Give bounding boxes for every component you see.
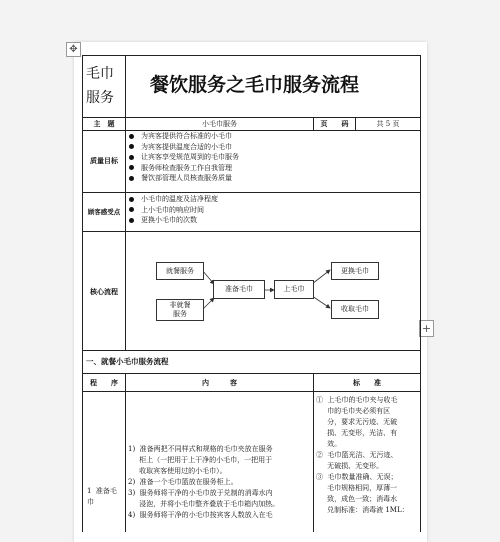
bullet-icon [129, 207, 134, 212]
list-item: 服务师检查服务工作自我管理 [129, 163, 239, 174]
standard-list [316, 395, 409, 516]
content-line: 柜上（一把用于上干净的小毛巾，一把用于 [128, 456, 273, 464]
flow-diagram [126, 232, 420, 350]
content-line: 2) 准备一个毛巾篮放在服务柜上。 [128, 478, 238, 486]
list-item: 餐饮部管理人员核查服务质量 [129, 173, 239, 184]
table-border-top [82, 55, 421, 56]
table-line [313, 373, 314, 532]
table-line [82, 350, 421, 351]
content-line: 3) 服务师将干净的小毛巾放于兑制的消毒水内 [128, 489, 273, 497]
list-item: 让宾客享受规范周到的毛巾服务 [129, 152, 239, 163]
list-item: 为宾客提供温度合适的小毛巾 [129, 142, 239, 153]
list-item: 上小毛巾的响应时间 [129, 205, 218, 216]
sense-label: 顾客感受点 [87, 208, 121, 216]
standard-line: 致，成色一致；消毒水 [316, 495, 398, 503]
standard-line: 兑制标准：消毒液 1ML： [316, 506, 409, 514]
quality-list [129, 131, 239, 184]
content-line: 1) 准备两把不同样式和规格的毛巾夹放在服务 [128, 445, 273, 453]
content-line: 4) 服务师将干净的小毛巾按宾客人数放入在毛 [128, 511, 273, 519]
content-list [128, 444, 279, 521]
flow-node-collect: 收取毛巾 [331, 300, 379, 319]
document-title: 餐饮服务之毛巾服务流程 [150, 74, 360, 96]
bullet-icon [129, 155, 134, 160]
standard-line: 损、无变形，光洁、有 [316, 429, 398, 437]
table-line [82, 192, 421, 193]
table-line [82, 373, 421, 374]
flow-node-nondining: 非就餐 服务 [156, 299, 204, 321]
list-item: 更换小毛巾的次数 [129, 215, 218, 226]
page-value: 共 5 页 [376, 120, 400, 128]
flow-arrow [312, 296, 330, 308]
bullet-icon [129, 176, 134, 181]
standard-line: ② 毛巾篮光洁、无污迹、 [316, 451, 398, 459]
theme-value: 小毛巾服务 [202, 120, 237, 128]
bullet-icon [129, 197, 134, 202]
section-heading: 一、就餐小毛巾服务流程 [86, 357, 169, 366]
standard-line: 毛巾规格相同，厚薄一 [316, 484, 398, 492]
col-step-header: 程 序 [90, 378, 118, 387]
flow-node-serve: 上毛巾 [274, 280, 314, 299]
step-1-label: 1 准备毛 巾 [87, 487, 117, 506]
standard-line: ③ 毛巾数量准确、无误； [316, 473, 398, 481]
standard-line: 分，要求无污迹、无破 [316, 418, 398, 426]
table-border-right [420, 55, 421, 532]
standard-line: 效。 [316, 440, 342, 448]
list-item: 为宾客提供符合标准的小毛巾 [129, 131, 239, 142]
table-line [82, 117, 421, 118]
corner-label: 毛巾 服务 [86, 66, 114, 106]
sense-list [129, 194, 218, 226]
standard-line: 无破损、无变形。 [316, 462, 384, 470]
table-line [82, 391, 421, 392]
theme-label: 主 题 [93, 119, 115, 128]
bullet-icon [129, 165, 134, 170]
standard-line: 巾的毛巾夹必须有区 [316, 407, 391, 415]
flow-arrow [312, 270, 330, 284]
bullet-icon [129, 144, 134, 149]
table-line [125, 373, 126, 532]
col-standard-header: 标 准 [353, 378, 381, 387]
bullet-icon [129, 218, 134, 223]
flow-node-prepare: 准备毛巾 [213, 280, 265, 299]
content-line: 收取宾客使用过的小毛巾）。 [128, 467, 227, 475]
bullet-icon [129, 134, 134, 139]
flow-node-dining: 就餐服务 [156, 262, 204, 280]
flow-node-replace: 更换毛巾 [331, 262, 379, 280]
page-label: 页 码 [320, 119, 349, 128]
standard-line: ① 上毛巾的毛巾夹与收毛 [316, 396, 398, 404]
table-move-handle-icon[interactable]: ✥ [66, 42, 81, 57]
col-content-header: 内 容 [202, 378, 237, 387]
quality-label: 质量目标 [90, 156, 118, 165]
add-row-button[interactable]: + [419, 320, 434, 337]
list-item: 小毛巾的温度及洁净程度 [129, 194, 218, 205]
content-line: 浸泡，并将小毛巾整齐叠放于毛巾箱内加热。 [128, 500, 280, 508]
core-flow-label: 核心流程 [90, 287, 118, 296]
